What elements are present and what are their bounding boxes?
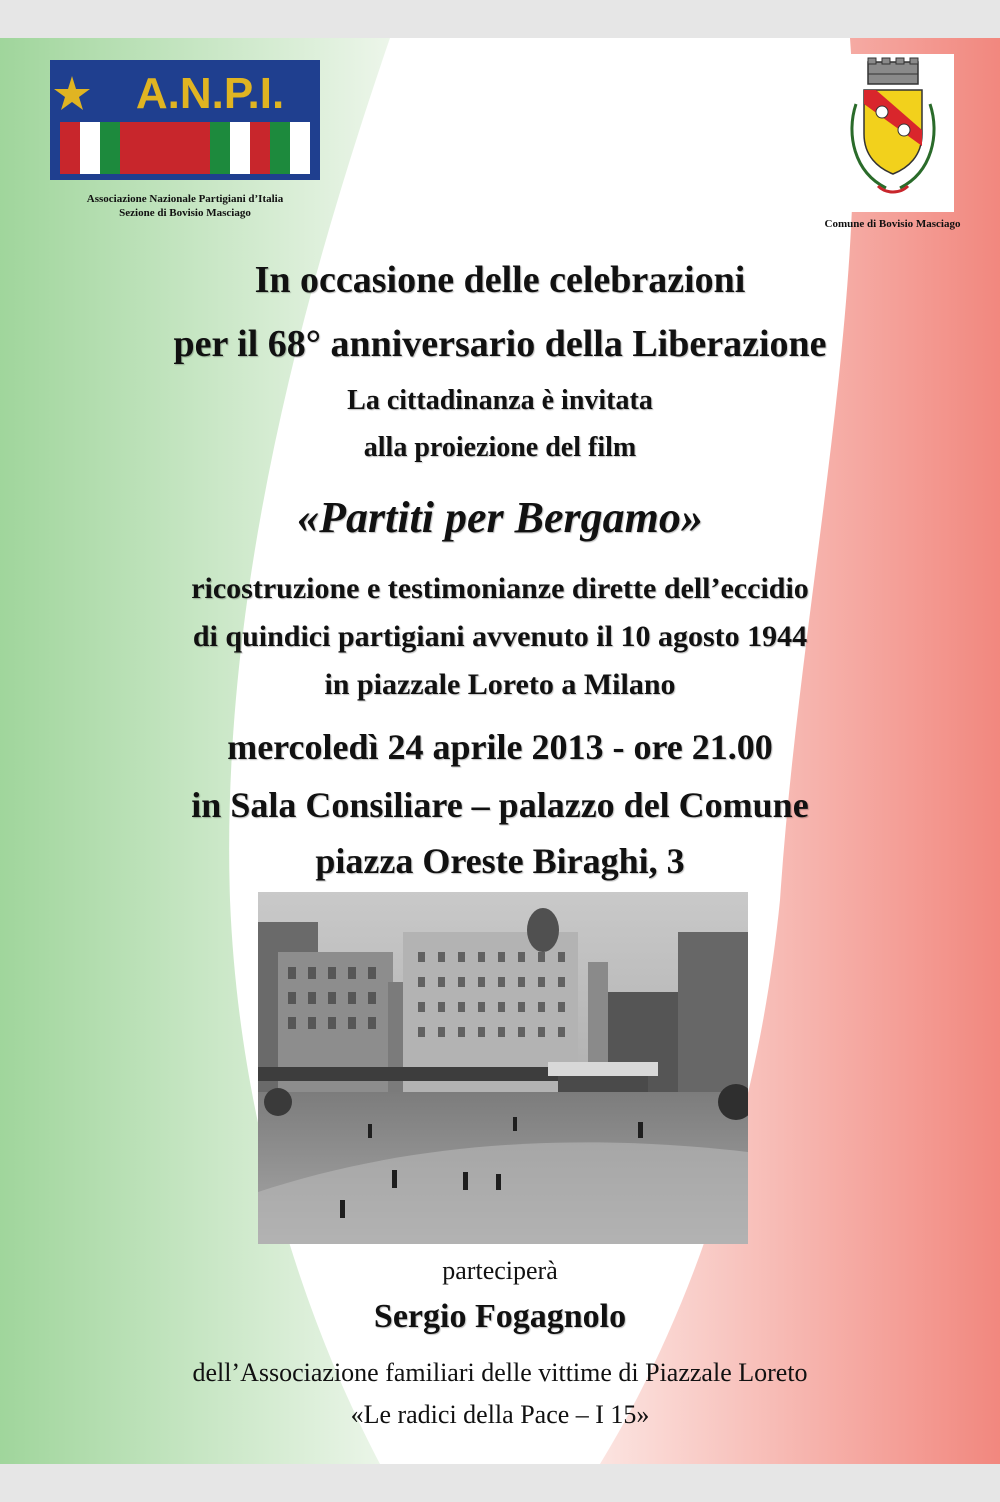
event-address: piazza Oreste Biraghi, 3 (315, 841, 685, 881)
event-datetime: mercoledì 24 aprile 2013 - ore 21.00 (227, 727, 773, 767)
speaker-name: Sergio Fogagnolo (373, 1298, 627, 1335)
anpi-caption-line1: Associazione Nazionale Partigiani d’Italia (86, 193, 284, 205)
anpi-flag-stripes (60, 122, 310, 174)
description-line-1: ricostruzione e testimonianze dirette dell’eccidio (191, 572, 809, 605)
heading-line-1: In occasione delle celebrazioni (254, 259, 746, 301)
description-line-2: di quindici partigiani avvenuto il 10 agosto 1944 (192, 620, 808, 653)
speaker-affiliation: dell’Associazione familiari delle vittime di Piazzale Loreto (192, 1358, 808, 1387)
piazzale-loreto-photo (258, 892, 748, 1244)
anpi-logo (50, 60, 320, 180)
crown-icon (868, 58, 918, 84)
event-venue: in Sala Consiliare – palazzo del Comune (191, 785, 809, 825)
speaker-intro: parteciperà (442, 1256, 558, 1285)
film-title: «Partiti per Bergamo» (297, 493, 703, 542)
comune-caption: Comune di Bovisio Masciago (824, 218, 961, 230)
anpi-logo-text: A.N.P.I. (135, 69, 285, 118)
heading-line-4: alla proiezione del film (363, 432, 637, 463)
comune-coat-of-arms (832, 54, 954, 212)
anpi-caption-line2: Sezione di Bovisio Masciago (119, 207, 251, 219)
heading-line-3: La cittadinanza è invitata (347, 385, 653, 416)
heading-line-2: per il 68° anniversario della Liberazione (173, 323, 827, 365)
anpi-caption (50, 192, 320, 220)
speaker-group: «Le radici della Pace – I 15» (350, 1400, 650, 1429)
description-line-3: in piazzale Loreto a Milano (324, 668, 676, 701)
